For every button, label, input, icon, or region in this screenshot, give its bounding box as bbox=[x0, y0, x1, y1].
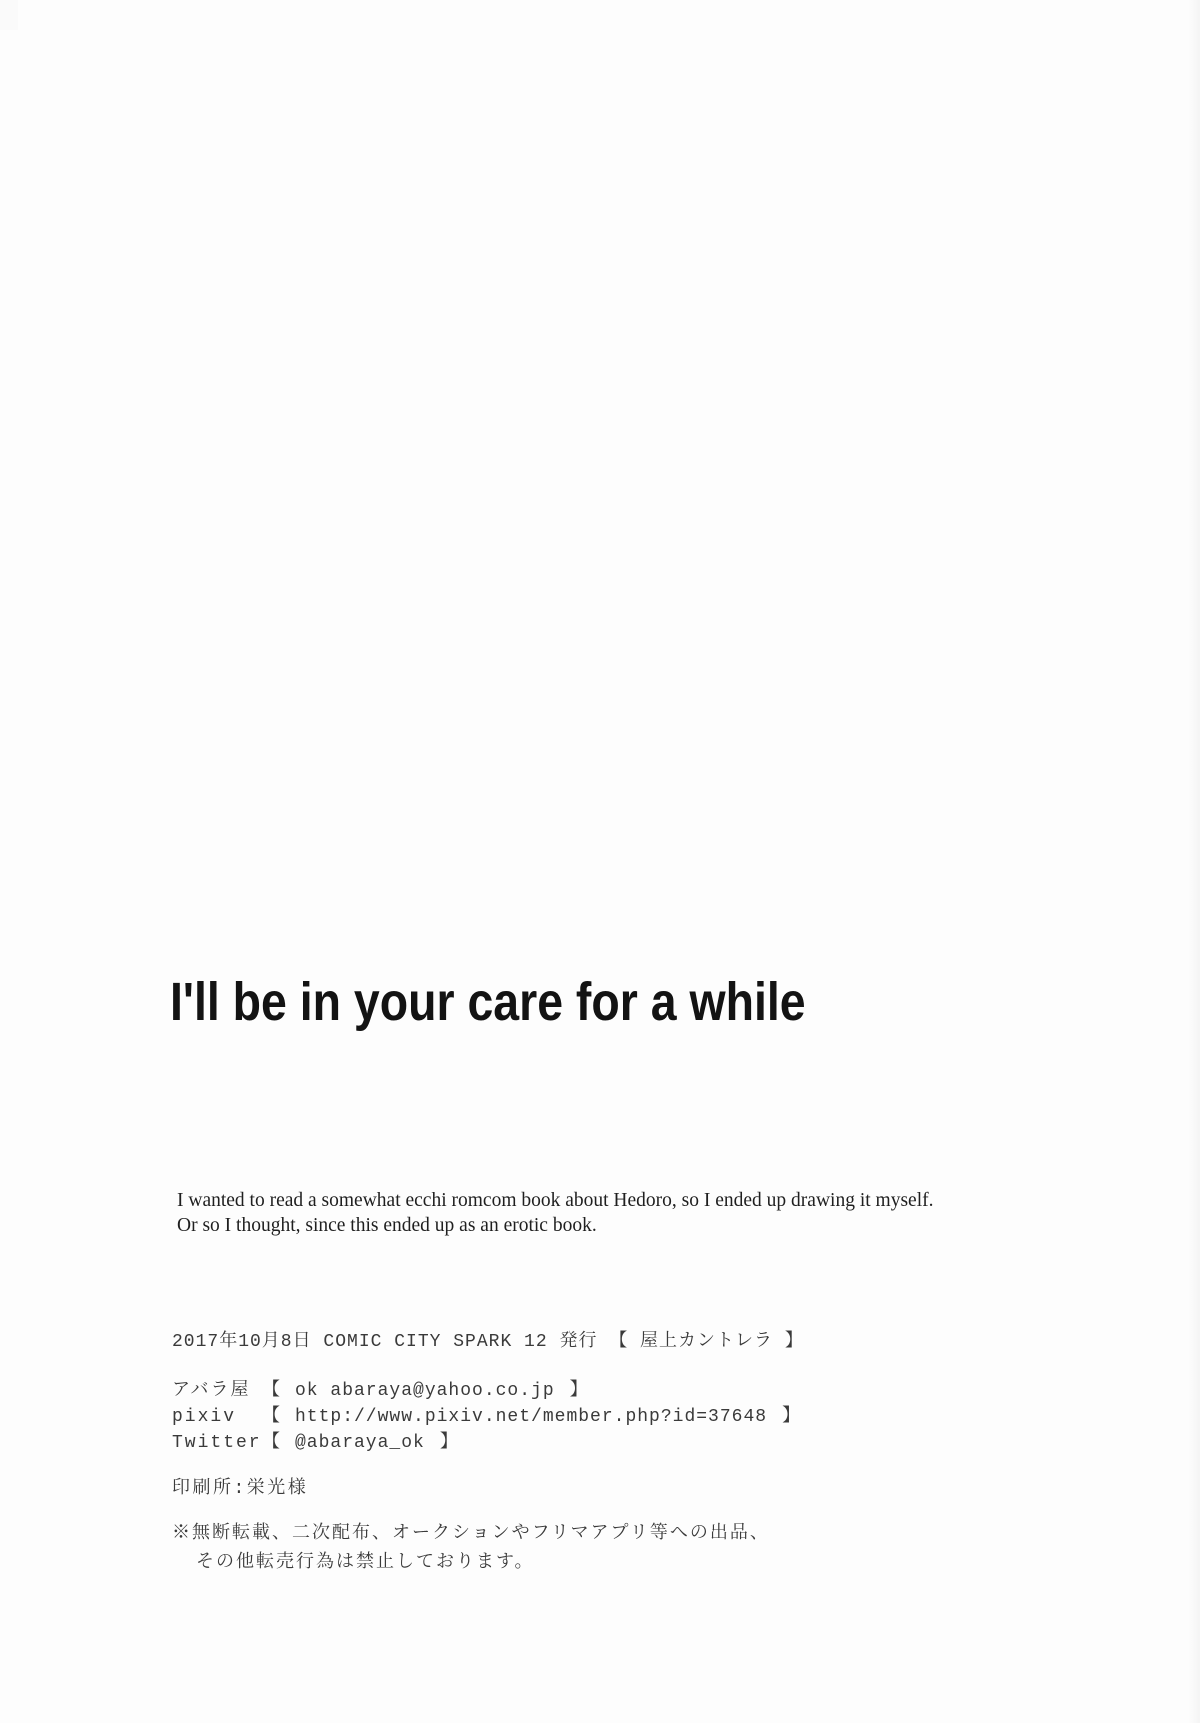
bracket-close: 】 bbox=[569, 1381, 588, 1401]
afterword-paragraph bbox=[177, 1188, 934, 1238]
bracket-close: 】 bbox=[439, 1433, 458, 1453]
circle-name-label: アバラ屋 bbox=[172, 1381, 251, 1401]
reproduction-notice bbox=[172, 1520, 770, 1578]
contact-row-pixiv bbox=[172, 1401, 800, 1427]
pixiv-url-value: http://www.pixiv.net/member.php?id=37648 bbox=[295, 1407, 768, 1427]
contact-row-twitter bbox=[172, 1427, 800, 1453]
afterword-line-2: Or so I thought, since this ended up as an erotic book. bbox=[177, 1215, 597, 1236]
printer-credit-line: 印刷所:栄光様 bbox=[172, 1479, 309, 1499]
contact-list bbox=[172, 1375, 800, 1453]
scan-corner-smudge bbox=[0, 0, 18, 30]
bracket-open: 【 bbox=[262, 1433, 280, 1453]
book-title: I'll be in your care for a while bbox=[170, 972, 806, 1032]
twitter-label: Twitter bbox=[172, 1433, 262, 1453]
pixiv-label: pixiv bbox=[172, 1407, 237, 1427]
twitter-handle-value: @abaraya_ok bbox=[295, 1433, 425, 1453]
notice-line-1: ※無断転載、二次配布、オークションやフリマアプリ等への出品、 bbox=[172, 1524, 770, 1544]
scan-edge-shadow bbox=[1188, 0, 1200, 1723]
bracket-open: 【 bbox=[262, 1407, 280, 1427]
bracket-open: 【 bbox=[262, 1381, 280, 1401]
afterword-line-1: I wanted to read a somewhat ecchi romcom book about Hedoro, so I ended up drawing it myself. bbox=[177, 1190, 934, 1211]
contact-row-circle bbox=[172, 1375, 800, 1401]
publication-info-line: 2017年10月8日 COMIC CITY SPARK 12 発行 【 屋上カントレラ 】 bbox=[172, 1332, 804, 1352]
circle-email-value: ok abaraya@yahoo.co.jp bbox=[295, 1381, 555, 1401]
bracket-close: 】 bbox=[782, 1407, 801, 1427]
notice-line-2: その他転売行為は禁止しております。 bbox=[196, 1553, 535, 1573]
